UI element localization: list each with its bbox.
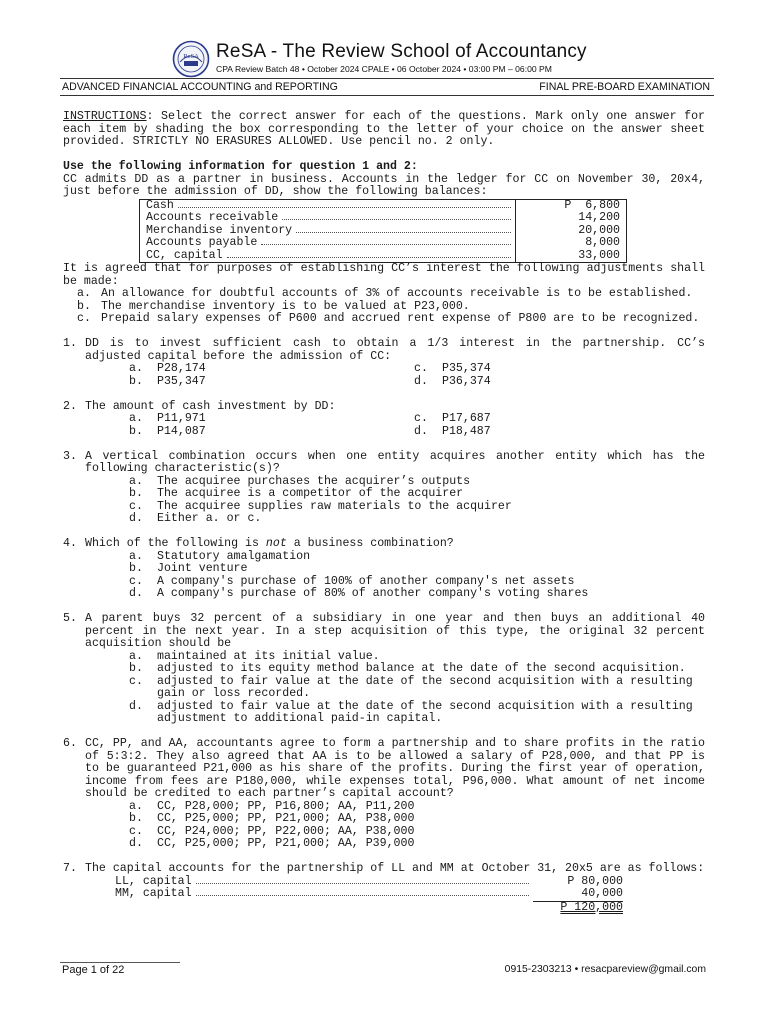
balances-table [139,199,627,264]
footer-divider [60,962,180,963]
option-item: a. Statutory amalgamation [129,549,311,563]
option-item: d. CC, P25,000; PP, P21,000; AA, P39,000 [129,837,415,850]
option-item: b. The acquiree is a competitor of the acquirer [129,487,464,500]
adjustment-item: a. An allowance for doubtful accounts of 3% of accounts receivable is to be established. [77,287,693,300]
option-item: d. P18,487 [414,424,491,438]
agreement-text: It is agreed that for purposes of establishing CC’s interest the following adjustments shall be made: [63,262,705,288]
option-item: c. P35,374 [414,362,491,375]
option-item: a. maintained at its initial value. [129,649,380,663]
option-item: b. CC, P25,000; PP, P21,000; AA, P38,000 [129,812,415,825]
question-1: 1. DD is to invest sufficient cash to obtain a 1/3 interest in the partnership. CC’s adjusted capital before the admission of CC: [63,337,705,363]
info-heading: Use the following information for question 1 and 2: [63,160,418,173]
instructions-text: : Select the correct answer for each of the questions. Mark only one answer for each item by shading the box corresponding to the letter of your choice on the answer sheet provided. STRICTLY NO ERASURES ALLOWED. Use pencil no. 2 only. [63,110,705,148]
option-item: a. CC, P28,000; PP, P16,800; AA, P11,200 [129,799,415,813]
question-5-options [129,651,705,726]
question-5: 5. A parent buys 32 percent of a subsidiary in one year and then buys an additional 40 percent in the next year. In a step acquisition of this type, the original 32 percent acquisition should be [63,612,705,650]
course-title: ADVANCED FINANCIAL ACCOUNTING and REPORTING [62,81,338,93]
balance-row: Accounts receivable 14,200 [140,212,626,225]
option-item: c. P17,687 [414,412,491,425]
capital-row: LL, capital P 80,000 [115,874,623,888]
option-item: c. A company's purchase of 100% of another company's net assets [129,574,575,588]
option-item: b. adjusted to its equity method balance at the date of the second acquisition. [129,662,686,675]
header-divider-bottom [60,95,714,96]
instructions [63,111,705,149]
option-item: d. adjusted to fair value at the date of the second acquisition with a resulting adjustment to additional paid-in capital. [129,699,693,725]
question-6-options [129,801,705,851]
option-item: d. Either a. or c. [129,512,262,525]
question-2-options [129,413,705,438]
question-2: 2. The amount of cash investment by DD: [63,399,336,413]
page-number: Page 1 of 22 [62,964,125,976]
exam-title: FINAL PRE-BOARD EXAMINATION [539,81,710,93]
option-item: a. P11,971 [129,412,206,425]
header-divider-top [60,78,714,79]
option-item: c. adjusted to fair value at the date of the second acquisition with a resulting gain or loss recorded. [129,674,693,700]
capital-row: MM, capital 40,000 [115,887,623,900]
balance-row: Merchandise inventory 20,000 [140,225,626,238]
instructions-label: INSTRUCTIONS [63,110,147,123]
balance-row: Cash P 6,800 [140,200,626,213]
option-item: a. The acquiree purchases the acquirer’s outputs [129,474,471,488]
batch-line: CPA Review Batch 48 • October 2024 CPALE • 06 October 2024 • 03:00 PM – 06:00 PM [216,64,552,74]
question-6: 6. CC, PP, and AA, accountants agree to form a partnership and to share profits in the ratio of 5:3:2. They also agreed that AA is to be allowed a salary of P28,000, and that PP is to be guaranteed P21,000 as his share of the profits. During the first year of operation, income from fees are P180,000, while expenses total, P96,000. What amount of net income should be credited to each partner’s capital account? [63,737,705,800]
adjustment-item: b. The merchandise inventory is to be valued at P23,000. [77,299,470,313]
adjustment-item: c. Prepaid salary expenses of P600 and accrued rent expense of P800 are to be recognized. [77,312,700,325]
option-item: c. The acquiree supplies raw materials to the acquirer [129,499,512,513]
resa-logo [172,40,210,78]
question-7: 7. The capital accounts for the partnership of LL and MM at October 31, 20x5 are as follows: [63,862,705,875]
option-item: b. P14,087 [129,424,206,438]
option-item: d. A company's purchase of 80% of another company's voting shares [129,587,589,600]
balance-row: Accounts payable 8,000 [140,237,626,250]
option-item: c. CC, P24,000; PP, P22,000; AA, P38,000 [129,824,415,838]
question-4: 4. Which of the following is not a business combination? [63,537,454,550]
question-3-options [129,476,705,526]
info-intro: CC admits DD as a partner in business. Accounts in the ledger for CC on November 30, 20x4, just before the admission of DD, show the following balances: [63,172,705,198]
option-item: d. P36,374 [414,374,491,388]
balance-row: CC, capital 33,000 [140,250,626,263]
school-name: ReSA - The Review School of Accountancy [216,41,587,62]
logo-text: ReSA [183,53,199,60]
option-item: b. P35,347 [129,374,206,388]
option-item: a. P28,174 [129,362,206,375]
contact-info: 0915-2303213 • resacpareview@gmail.com [504,964,706,975]
question-4-options [129,551,705,601]
question-1-options [129,363,705,388]
question-3: 3. A vertical combination occurs when one entity acquires another entity which has the following characteristic(s)? [63,449,705,475]
exam-content [63,111,705,914]
option-item: b. Joint venture [129,562,248,575]
capital-total-row: P 120,000 [560,900,623,914]
